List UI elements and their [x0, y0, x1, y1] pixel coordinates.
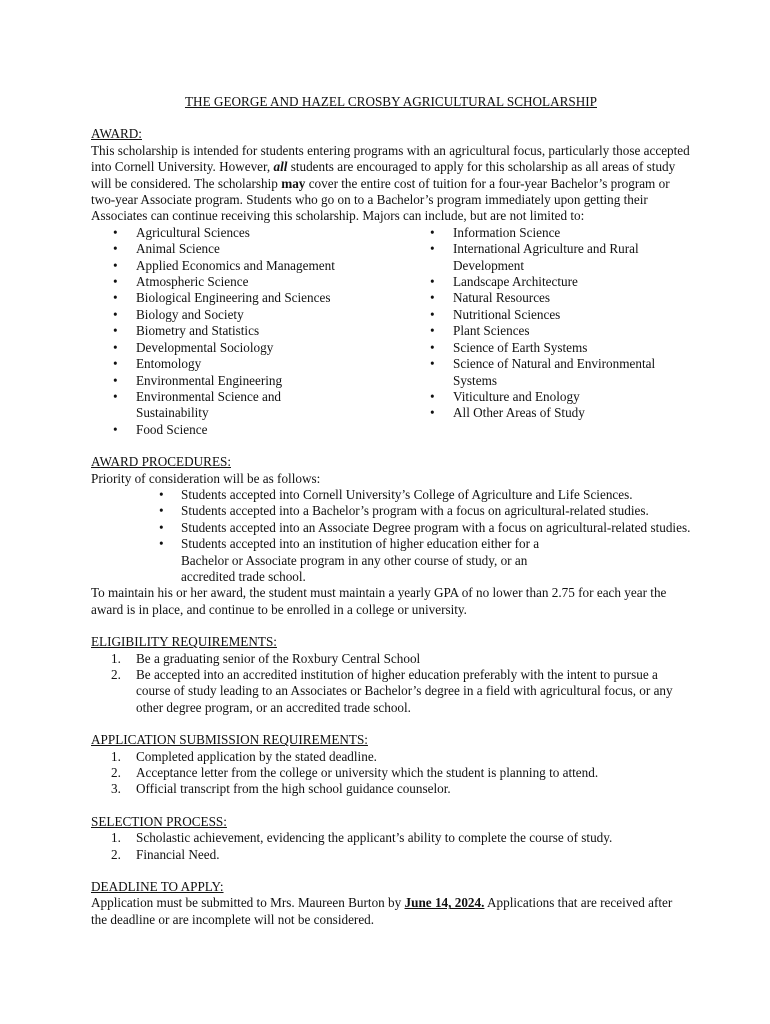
majors-column-1	[91, 225, 408, 438]
list-item: • Plant Sciences	[430, 323, 530, 339]
list-item: • Agricultural Sciences	[113, 224, 250, 240]
list-item: • Applied Economics and Management	[113, 257, 335, 273]
list-item: 3. Official transcript from the high school guidance counselor.	[111, 781, 451, 797]
bullet-icon: •	[113, 241, 118, 257]
list-item: 2. Acceptance letter from the college or university which the student is planning to attend.	[111, 765, 599, 781]
majors-list	[91, 225, 691, 438]
bullet-icon: •	[430, 306, 435, 322]
bullet-icon: •	[113, 421, 118, 437]
bullet-icon: •	[430, 356, 435, 372]
bullet-icon: •	[430, 224, 435, 240]
list-item: 1. Be a graduating senior of the Roxbury Central School	[111, 650, 421, 666]
list-item: • Students accepted into an institution of higher education either for a Bachelor or Associate program in any other course of study, or an accredited trade school.	[159, 536, 540, 584]
bullet-icon: •	[113, 306, 118, 322]
priority-list	[91, 487, 691, 585]
bullet-icon: •	[113, 356, 118, 372]
application-heading: APPLICATION SUBMISSION REQUIREMENTS:	[91, 732, 368, 748]
list-item: 2. Financial Need.	[111, 846, 220, 862]
list-item: • Biometry and Statistics	[113, 323, 260, 339]
award-description: This scholarship is intended for students entering programs with an agricultural focus, particularly those accepted into Cornell University. However, all students are encouraged to apply for this scholarship as all areas of study will be considered. The scholarship may cover the entire cost of tuition for a four-year Bachelor’s program or two-year Associate program. Students who go on to a Bachelor’s program immediately upon getting their Associates can continue receiving this scholarship. Majors can include, but are not limited to:	[91, 142, 690, 224]
list-item: • Animal Science	[113, 241, 220, 257]
emphasis-may: may	[281, 175, 306, 191]
list-item: • Students accepted into an Associate Degree program with a focus on agricultural-related studies.	[159, 519, 691, 535]
bullet-icon: •	[159, 519, 164, 535]
document-title: THE GEORGE AND HAZEL CROSBY AGRICULTURAL SCHOLARSHIP	[184, 94, 597, 109]
bullet-icon: •	[159, 486, 164, 502]
list-item: 1. Completed application by the stated deadline.	[111, 748, 377, 764]
procedures-section	[91, 454, 691, 618]
list-item: 2. Be accepted into an accredited institution of higher education preferably with the intent to pursue a course of study leading to an Associates or Bachelor’s degree in a field with agricultural focus, or any other degree program, or an accredited trade school.	[111, 667, 673, 715]
deadline-heading: DEADLINE TO APPLY:	[91, 879, 224, 895]
list-item: • Science of Earth Systems	[430, 339, 588, 355]
deadline-section	[91, 879, 691, 928]
bullet-icon: •	[159, 536, 164, 552]
bullet-icon: •	[430, 290, 435, 306]
application-list	[91, 749, 691, 798]
list-item: • Biological Engineering and Sciences	[113, 290, 331, 306]
bullet-icon: •	[113, 388, 118, 404]
award-section	[91, 126, 691, 438]
bullet-icon: •	[113, 224, 118, 240]
bullet-icon: •	[159, 503, 164, 519]
list-item: 1. Scholastic achievement, evidencing the applicant’s ability to complete the course of study.	[111, 830, 613, 846]
application-section	[91, 732, 691, 798]
bullet-icon: •	[113, 339, 118, 355]
bullet-icon: •	[113, 257, 118, 273]
deadline-date: June 14, 2024.	[404, 895, 485, 911]
list-item: • Nutritional Sciences	[430, 306, 561, 322]
list-item: • International Agriculture and Rural Development	[430, 241, 639, 273]
bullet-icon: •	[430, 388, 435, 404]
eligibility-heading: ELIGIBILITY REQUIREMENTS:	[91, 634, 277, 650]
selection-section	[91, 814, 691, 863]
list-item: • Developmental Sociology	[113, 339, 274, 355]
list-item: • Viticulture and Enology	[430, 388, 580, 404]
bullet-icon: •	[430, 405, 435, 421]
selection-heading: SELECTION PROCESS:	[91, 813, 227, 829]
list-item: • Environmental Science and Sustainability	[113, 388, 282, 421]
list-item: • Natural Resources	[430, 290, 551, 306]
selection-list	[91, 830, 691, 863]
list-item: • Students accepted into Cornell University’s College of Agriculture and Life Sciences.	[159, 486, 633, 502]
majors-column-2	[408, 225, 691, 438]
list-item: • Environmental Engineering	[113, 372, 283, 388]
bullet-icon: •	[113, 290, 118, 306]
list-item: • Landscape Architecture	[430, 274, 578, 290]
award-heading: AWARD:	[91, 126, 142, 142]
deadline-text: Application must be submitted to Mrs. Maureen Burton by June 14, 2024. Applications that are received after the deadline or are incomplete will not be considered.	[91, 895, 673, 927]
bullet-icon: •	[113, 323, 118, 339]
eligibility-list	[91, 651, 691, 717]
bullet-icon: •	[113, 372, 118, 388]
bullet-icon: •	[430, 339, 435, 355]
list-item: • Students accepted into a Bachelor’s program with a focus on agricultural-related studies.	[159, 503, 649, 519]
bullet-icon: •	[430, 323, 435, 339]
eligibility-section	[91, 634, 691, 716]
list-item: • Biology and Society	[113, 306, 244, 322]
procedures-intro: Priority of consideration will be as follows:	[91, 470, 321, 486]
emphasis-all: all	[273, 159, 288, 175]
list-item: • Science of Natural and Environmental Systems	[430, 356, 656, 388]
list-item: • Food Science	[113, 421, 208, 437]
bullet-icon: •	[430, 241, 435, 257]
bullet-icon: •	[430, 274, 435, 290]
bullet-icon: •	[113, 274, 118, 290]
procedures-heading: AWARD PROCEDURES:	[91, 454, 231, 470]
maintain-award-text: To maintain his or her award, the student must maintain a yearly GPA of no lower than 2.75 for each year the award is in place, and continue to be enrolled in a college or university.	[91, 585, 667, 617]
list-item: • All Other Areas of Study	[430, 405, 585, 421]
list-item: • Information Science	[430, 224, 561, 240]
document-page	[91, 94, 691, 944]
list-item: • Entomology	[113, 356, 202, 372]
list-item: • Atmospheric Science	[113, 274, 249, 290]
